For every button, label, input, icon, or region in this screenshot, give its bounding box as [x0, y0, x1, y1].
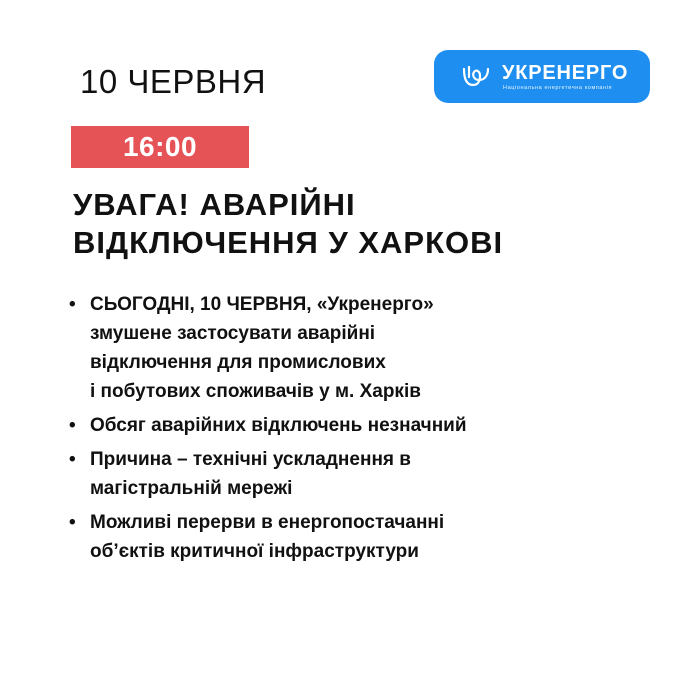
- bullet-dot-icon: •: [69, 449, 76, 470]
- bullet-list: [68, 290, 588, 571]
- list-item: [68, 411, 588, 440]
- list-item-line: магістральній мережі: [90, 478, 293, 499]
- bullet-dot-icon: •: [69, 415, 76, 436]
- time-badge: 16:00: [71, 126, 249, 168]
- headline-line-2: ВІДКЛЮЧЕННЯ У ХАРКОВІ: [73, 225, 504, 260]
- list-item: [68, 445, 588, 503]
- list-item-line: об’єктів критичної інфраструктури: [90, 541, 419, 562]
- list-item-line: відключення для промислових: [90, 352, 386, 373]
- logo-tagline: Національна енергетична компанія: [503, 85, 613, 91]
- list-item-line: Можливі перерви в енергопостачанні: [90, 512, 445, 533]
- bullet-dot-icon: •: [69, 512, 76, 533]
- ukrenergo-logo: [434, 50, 650, 103]
- list-item-line: Причина – технічні ускладнення в: [90, 449, 411, 470]
- ukrenergo-logo-mark-icon: [462, 63, 490, 89]
- list-item-line: змушене застосувати аварійні: [90, 323, 376, 344]
- list-item-line: Обсяг аварійних відключень незначний: [90, 415, 467, 436]
- headline: [73, 186, 503, 262]
- list-item-line: і побутових споживачів у м. Харків: [90, 381, 421, 402]
- date-heading: 10 ЧЕРВНЯ: [80, 63, 267, 100]
- list-item-line: СЬОГОДНІ, 10 ЧЕРВНЯ, «Укренерго»: [90, 294, 434, 315]
- bullet-dot-icon: •: [69, 294, 76, 315]
- headline-line-1: УВАГА! АВАРІЙНІ: [73, 187, 356, 222]
- list-item: [68, 290, 588, 406]
- list-item: [68, 508, 588, 566]
- logo-name: УКРЕНЕРГО: [502, 62, 629, 84]
